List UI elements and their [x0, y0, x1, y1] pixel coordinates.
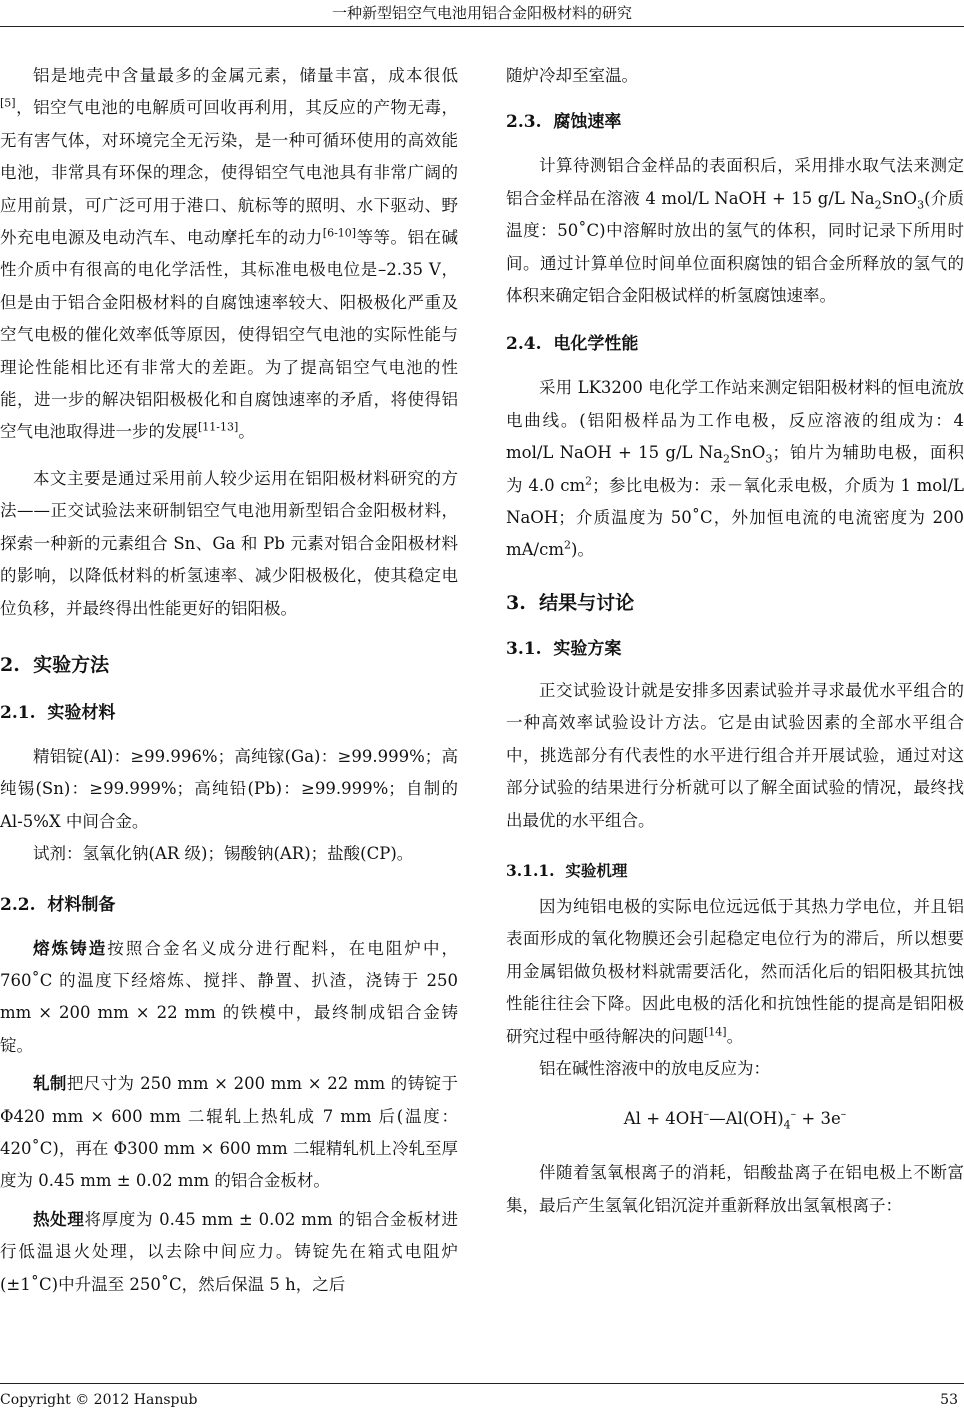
- footer-rule: [0, 1383, 964, 1384]
- citation[interactable]: [6-10]: [322, 226, 357, 240]
- intro-paragraph: 铝是地壳中含量最多的金属元素，储量丰富，成本很低[5]，铝空气电池的电解质可回收再利用，其反应的产物无毒，无有害气体，对环境完全无污染，是一种可循环使用的高效能电池，非常具有环保的理念，使得铝空气电池具有非常广阔的应用前景，可广泛可用于港口、航标等的照明、水下驱动、野外充电电源及电动汽车、电动摩托车的动力[6-10]等等。铝在碱性介质中有很高的电化学活性，其标准电极电位是–2.35 V，但是由于铝合金阳极材料的自腐蚀速率较大、阳极极化严重及空气电极的催化效率低等原因，使得铝空气电池的实际性能与理论性能相比还有非常大的差距。为了提高铝空气电池的性能，进一步的解决铝阳极极化和自腐蚀速率的矛盾，将使得铝空气电池取得进一步的发展[11-13]。: [0, 66, 459, 442]
- electrochem-paragraph: 采用 LK3200 电化学工作站来测定铝阳极材料的恒电流放电曲线。(铝阳极样品为工作电极，反应溶液的组成为：4 mol/L NaOH + 15 g/L $Na_2SnO_3$；铂片为辅助电极，面积为 4.0 $cm^2$；参比电极为：汞－氧化汞电极，介质为 1 mol/L NaOH；介质温度为 50˚C，外加恒电流的电流密度为 200 $mA/cm^2$)。: [506, 378, 964, 560]
- right-column: [506, 60, 964, 1222]
- section-heading-3: 3. 结果与讨论: [506, 591, 635, 614]
- orthogonal-paragraph: 正交试验设计就是安排多因素试验并寻求最优水平组合的一种高效率试验设计方法。它是由试验因素的全部水平组合中，挑选部分有代表性的水平进行组合并开展试验，通过对这部分试验的结果进行分析就可以了解全面试验的情况，最终找出最优的水平组合。: [506, 680, 964, 830]
- casting-paragraph: 熔炼铸造按照合金名义成分进行配料，在电阻炉中，760˚C 的温度下经熔炼、搅拌、静置、扒渣，浇铸于 250 mm × 200 mm × 22 mm 的铁模中，最终制成铝合金铸锭。: [0, 938, 459, 1055]
- cooling-continuation: 随炉冷却至室温。: [506, 66, 638, 85]
- page-number: 53: [940, 1392, 958, 1408]
- reagents-paragraph: 试剂：氢氧化钠(AR 级)；锡酸钠(AR)；盐酸(CP)。: [33, 844, 414, 864]
- mechanism-paragraph: 因为纯铝电极的实际电位远远低于其热力学电位，并且铝表面形成的氧化物膜还会引起稳定电位行为的滞后，所以想要用金属铝做负极材料就需要活化，然而活化后的铝阳极其抗蚀性能往往会下降。因此电极的活化和抗蚀性能的提高是铝阳极研究过程中亟待解决的问题[14]。: [506, 896, 964, 1046]
- section-heading-2: 2. 实验方法: [0, 653, 110, 676]
- corrosion-paragraph: 计算待测铝合金样品的表面积后，采用排水取气法来测定铝合金样品在溶液 4 mol/L NaOH + 15 g/L $Na_2SnO_3$(介质温度：50˚C)中溶解时放出的氢气的体积，同时记录下所用时间。通过计算单位时间单位面积腐蚀的铝合金所释放的氢气的体积来确定铝合金阳极试样的析氢腐蚀速率。: [506, 156, 964, 306]
- citation[interactable]: [11-13]: [198, 420, 239, 434]
- header-rule: [0, 26, 964, 27]
- section-heading-2-2: 2.2. 材料制备: [0, 894, 116, 915]
- rolling-paragraph: 轧制把尺寸为 250 mm × 200 mm × 22 mm 的铸锭于 Φ420 mm × 600 mm 二辊轧上热轧成 7 mm 后(温度：420˚C)，再在 Φ300 mm × 600 mm 二辊精轧机上冷轧至厚度为 0.45 mm ± 0.02 mm 的铝合金板材。: [0, 1074, 458, 1191]
- citation[interactable]: [14]: [704, 1025, 727, 1039]
- aim-paragraph: 本文主要是通过采用前人较少运用在铝阳极材料研究的方法——正交试验法来研制铝空气电池用新型铝合金阳极材料，探索一种新的元素组合 Sn、Ga 和 Pb 元素对铝合金阳极材料的影响，以降低材料的析氢速率、减少阳极极化，使其稳定电位负移，并最终得出性能更好的铝阳极。: [0, 468, 458, 618]
- running-header: 一种新型铝空气电池用铝合金阳极材料的研究: [331, 4, 632, 22]
- section-heading-3-1-1: 3.1.1. 实验机理: [506, 860, 628, 880]
- discharge-equation: $Al + 4OH^-—Al(OH)_4^- + 3e^-$: [623, 1107, 847, 1132]
- materials-paragraph: 精铝锭(Al)：≥99.996%；高纯镓(Ga)：≥99.999%；高纯锡(Sn)：≥99.999%；高纯铅(Pb)：≥99.999%；自制的 Al-5%X 中间合金。: [0, 746, 458, 831]
- heat-treatment-paragraph: 热处理将厚度为 0.45 mm ± 0.02 mm 的铝合金板材进行低温退火处理，以去除中间应力。铸锭先在箱式电阻炉(±1˚C)中升温至 250˚C，然后保温 5 h，之后: [0, 1209, 458, 1294]
- section-heading-2-4: 2.4. 电化学性能: [506, 334, 639, 355]
- aluminate-paragraph: 伴随着氢氧根离子的消耗，铝酸盐离子在铝电极上不断富集，最后产生氢氧化铝沉淀并重新释放出氢氧根离子：: [506, 1163, 964, 1215]
- copyright-notice: Copyright © 2012 Hanspub: [0, 1392, 198, 1408]
- left-column: [0, 60, 458, 1301]
- section-heading-2-1: 2.1. 实验材料: [0, 702, 116, 723]
- section-heading-2-3: 2.3. 腐蚀速率: [506, 112, 622, 133]
- section-heading-3-1: 3.1. 实验方案: [506, 638, 622, 659]
- citation[interactable]: [5]: [0, 96, 16, 110]
- reaction-intro: 铝在碱性溶液中的放电反应为：: [539, 1058, 770, 1078]
